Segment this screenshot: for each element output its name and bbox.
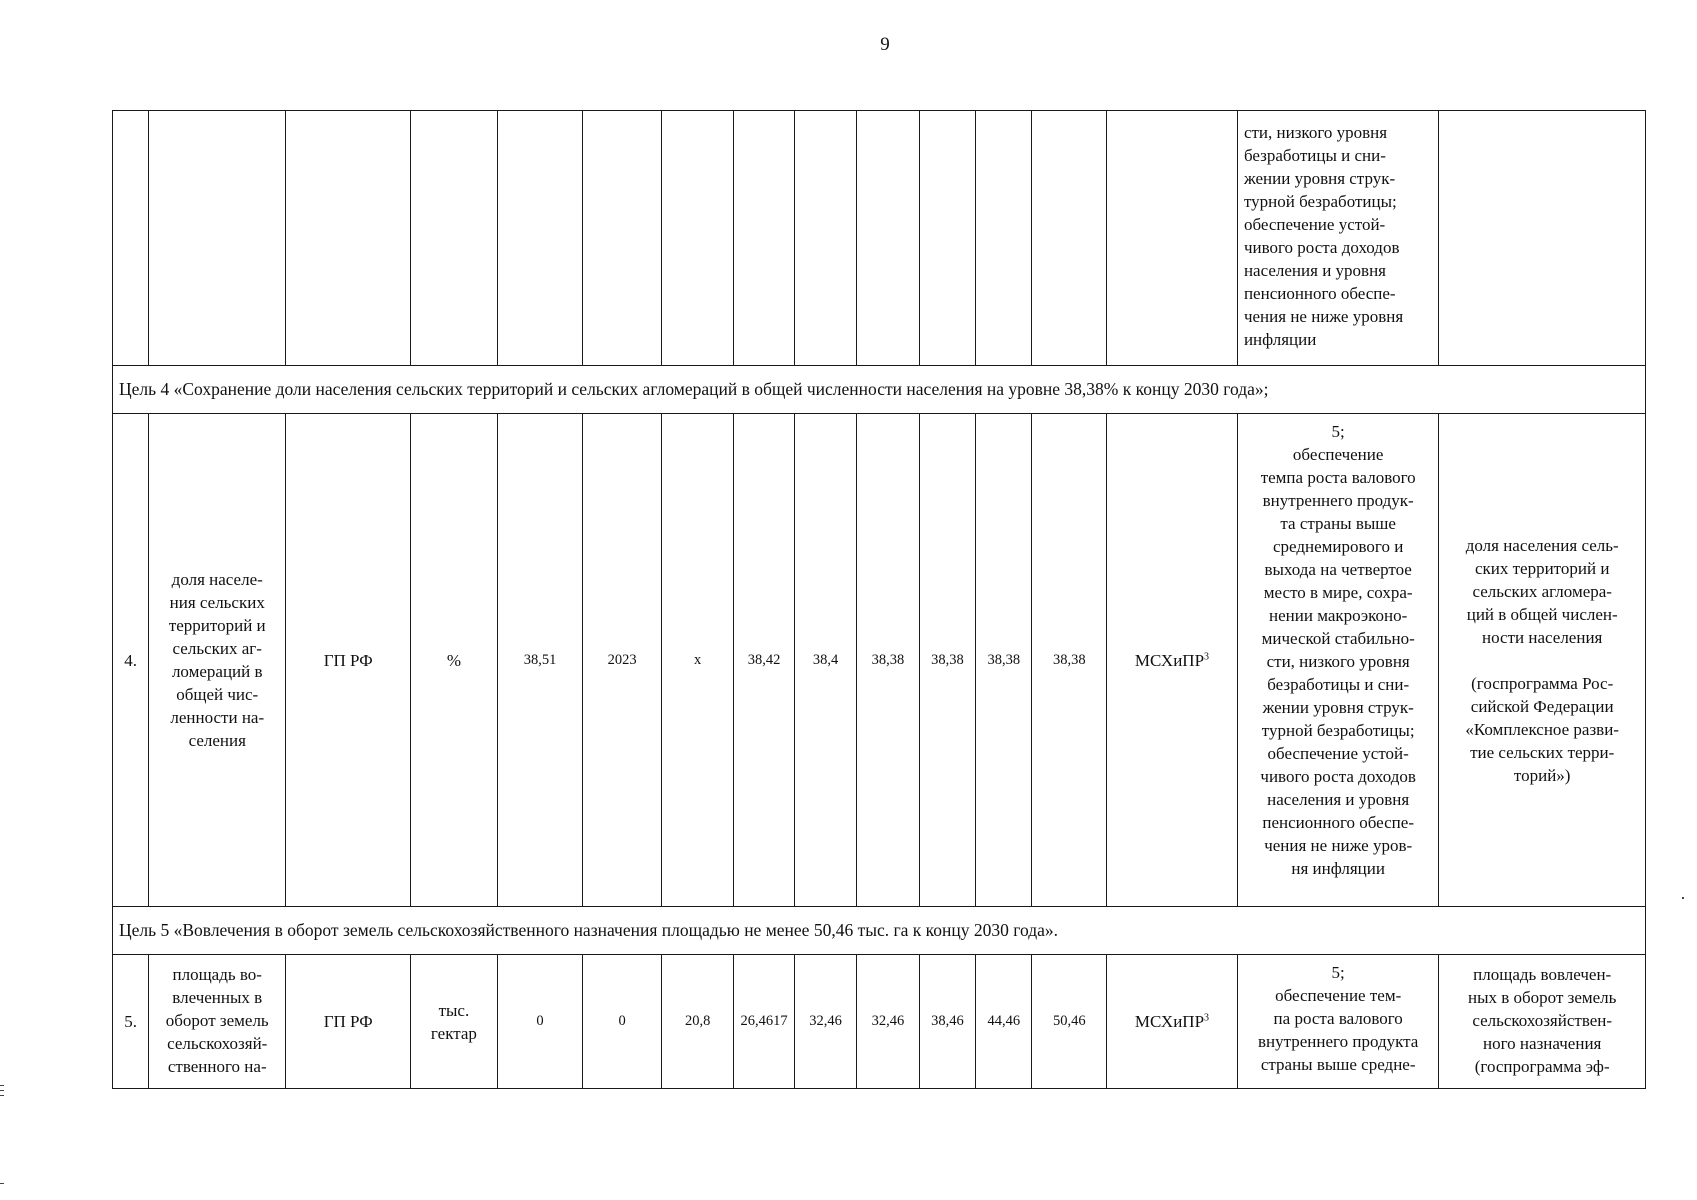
row-number: 4. bbox=[113, 414, 149, 907]
footnote-mark: 3 bbox=[1204, 1012, 1210, 1024]
row-number: 5. bbox=[113, 955, 149, 1089]
value-2029: 38,38 bbox=[976, 414, 1032, 907]
cell-empty bbox=[1032, 111, 1107, 366]
cell-empty bbox=[113, 111, 149, 366]
value-2029: 44,46 bbox=[976, 955, 1032, 1089]
base-value: 0 bbox=[497, 955, 583, 1089]
value-2027: 32,46 bbox=[857, 955, 919, 1089]
scan-edge-mark bbox=[0, 1095, 4, 1096]
indicator-description: 5; обеспечение темпа роста валового внутреннего продук- та страны выше среднемирового и выхода на четвертое место в мире, сохра- нении макроэконо- мической стабильно- сти, низкого уровня безработицы и сни- жении уровня струк- турной безработицы; обеспечение устой- чивого роста доходов населения и уровня пенсионного обеспе- чения не ниже уров- ня инфляции bbox=[1237, 414, 1438, 907]
indicator-name: площадь во- влеченных в оборот земель сельскохозяй- ственного на- bbox=[149, 955, 286, 1089]
responsible bbox=[1107, 955, 1238, 1089]
value-2027: 38,38 bbox=[857, 414, 919, 907]
value-2030: 38,38 bbox=[1032, 414, 1107, 907]
value-2024: x bbox=[661, 414, 734, 907]
indicator-relation: площадь вовлечен- ных в оборот земель сельскохозяйствен- ного назначения (госпрограмма эф- bbox=[1439, 955, 1646, 1089]
value-2028: 38,38 bbox=[919, 414, 975, 907]
indicator-relation: доля населения сель- ских территорий и сельских агломера- ций в общей числен- ности населения (госпрограмма Рос- сийской Федерации «Комплексное разви- тие сельских терри- торий») bbox=[1439, 414, 1646, 907]
cell-empty bbox=[976, 111, 1032, 366]
value-2024: 20,8 bbox=[661, 955, 734, 1089]
scan-edge-mark bbox=[0, 1183, 4, 1184]
cell-empty bbox=[286, 111, 411, 366]
value-2025: 26,4617 bbox=[734, 955, 794, 1089]
cell-empty bbox=[794, 111, 856, 366]
indicator-description: 5; обеспечение тем- па роста валового внутреннего продукта страны выше средне- bbox=[1237, 955, 1438, 1089]
table-row-5 bbox=[113, 955, 1646, 1089]
goal-4-title: Цель 4 «Сохранение доли населения сельских территорий и сельских агломераций в общей численности населения на уровне 38,38% к концу 2030 года»; bbox=[113, 366, 1646, 414]
cell-empty bbox=[857, 111, 919, 366]
cell-empty bbox=[1107, 111, 1238, 366]
base-value: 38,51 bbox=[497, 414, 583, 907]
cell-empty bbox=[661, 111, 734, 366]
cell-empty bbox=[734, 111, 794, 366]
responsible bbox=[1107, 414, 1238, 907]
scan-dot bbox=[1682, 897, 1684, 899]
value-2030: 50,46 bbox=[1032, 955, 1107, 1089]
value-2026: 38,4 bbox=[794, 414, 856, 907]
responsible-text: МСХиПР bbox=[1134, 650, 1205, 670]
responsible-text: МСХиПР bbox=[1134, 1012, 1205, 1031]
cell-empty bbox=[149, 111, 286, 366]
cell-empty bbox=[919, 111, 975, 366]
goal-5-title: Цель 5 «Вовлечения в оборот земель сельскохозяйственного назначения площадью не менее 50,46 тыс. га к концу 2030 года». bbox=[113, 907, 1646, 955]
continuation-description: сти, низкого уровня безработицы и сни- жении уровня струк- турной безработицы; обеспечение устой- чивого роста доходов населения и уровня пенсионного обеспе- чения не ниже уровня инфляции bbox=[1237, 111, 1438, 366]
goal-row-4 bbox=[113, 366, 1646, 414]
scan-edge-mark bbox=[0, 1085, 4, 1086]
base-year: 0 bbox=[583, 955, 662, 1089]
indicator-name: доля населе- ния сельских территорий и сельских аг- ломераций в общей чис- ленности на- селения bbox=[149, 414, 286, 907]
table-row-4 bbox=[113, 414, 1646, 907]
cell-empty bbox=[1439, 111, 1646, 366]
value-2028: 38,46 bbox=[919, 955, 975, 1089]
value-2025: 38,42 bbox=[734, 414, 794, 907]
indicator-level: ГП РФ bbox=[286, 414, 411, 907]
page-number: 9 bbox=[880, 34, 890, 55]
indicator-level: ГП РФ bbox=[286, 955, 411, 1089]
goal-row-5 bbox=[113, 907, 1646, 955]
value-2026: 32,46 bbox=[794, 955, 856, 1089]
cell-empty bbox=[583, 111, 662, 366]
table-row-continuation bbox=[113, 111, 1646, 366]
cell-empty bbox=[497, 111, 583, 366]
indicators-table bbox=[112, 110, 1646, 1089]
cell-empty bbox=[411, 111, 498, 366]
footnote-mark: 3 bbox=[1204, 650, 1210, 662]
base-year: 2023 bbox=[583, 414, 662, 907]
unit: тыс. гектар bbox=[411, 955, 498, 1089]
unit: % bbox=[411, 414, 498, 907]
scan-edge-mark bbox=[0, 1090, 4, 1091]
